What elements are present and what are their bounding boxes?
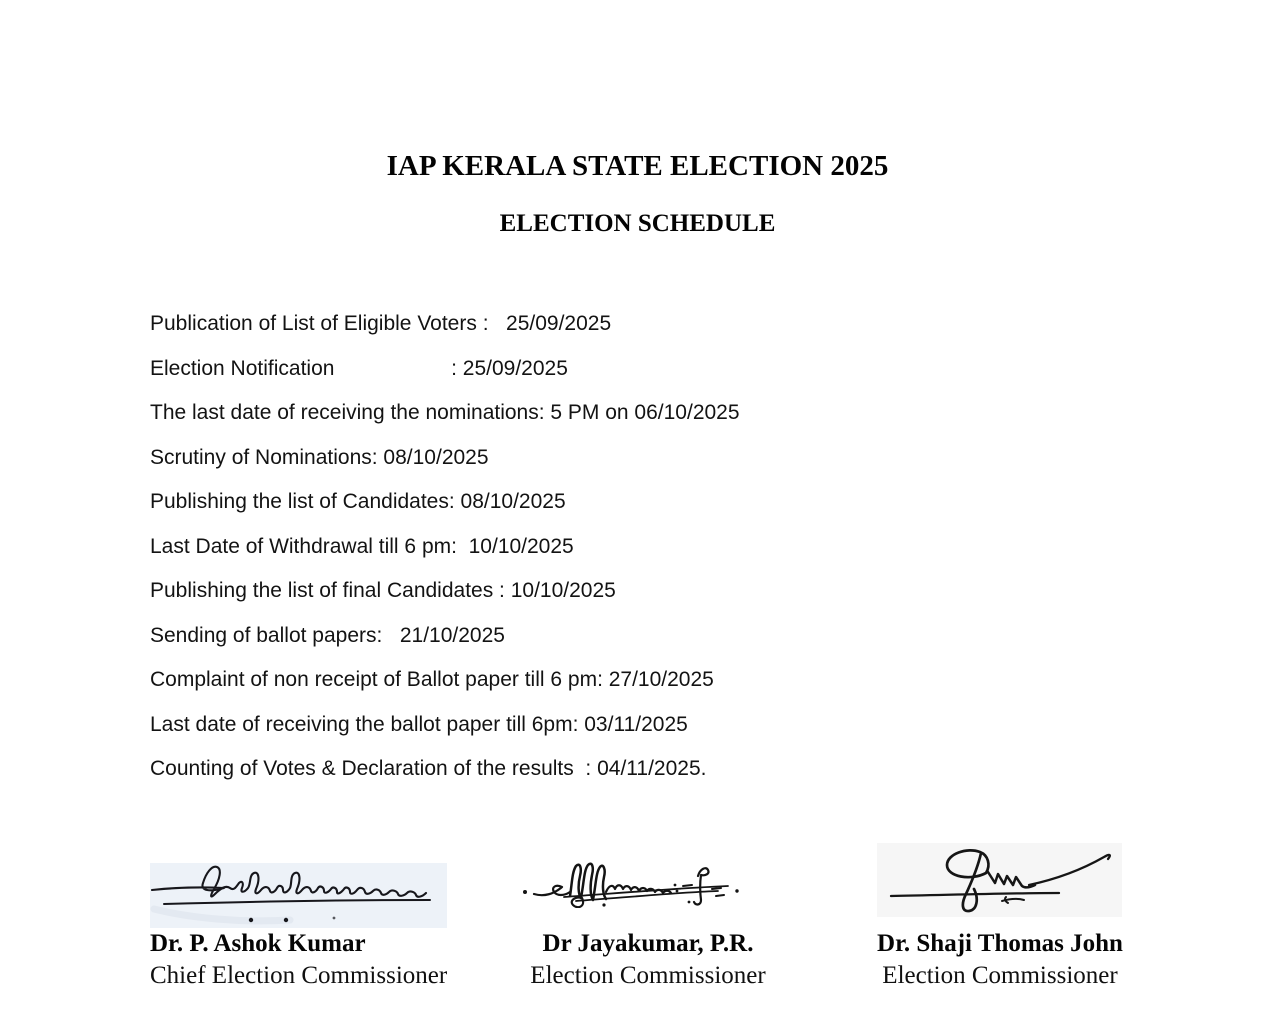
shaji-thomas-john-signature (877, 843, 1122, 917)
document-subtitle: ELECTION SCHEDULE (499, 210, 776, 237)
signatory-ashok-kumar (150, 928, 480, 992)
schedule-line-election-notification: Election Notification : 25/09/2025 (150, 356, 568, 380)
schedule-line-last-date-nominations: The last date of receiving the nominations: 5 PM on 06/10/2025 (150, 401, 740, 424)
signatory-name: Dr Jayakumar, P.R. (542, 930, 754, 957)
schedule-line-publish-candidates: Publishing the list of Candidates: 08/10/2025 (150, 490, 566, 513)
document-title: IAP KERALA STATE ELECTION 2025 (386, 150, 889, 182)
signatory-jayakumar (483, 928, 813, 992)
schedule-line-withdrawal: Last Date of Withdrawal till 6 pm: 10/10/2025 (150, 534, 574, 558)
schedule-line-sending-ballots: Sending of ballot papers: 21/10/2025 (150, 623, 505, 647)
schedule-line-complaint-ballot: Complaint of non receipt of Ballot paper till 6 pm: 27/10/2025 (150, 668, 714, 691)
schedule-line-counting-votes: Counting of Votes & Declaration of the results : 04/11/2025. (150, 757, 707, 780)
signatory-name: Dr. P. Ashok Kumar (150, 930, 366, 957)
schedule-line-publication-voters: Publication of List of Eligible Voters : 25/09/2025 (150, 312, 612, 335)
schedule-line-final-candidates: Publishing the list of final Candidates : 10/10/2025 (150, 579, 616, 602)
signatory-name: Dr. Shaji Thomas John (877, 930, 1123, 957)
signatory-role: Election Commissioner (882, 962, 1118, 989)
signatory-role: Chief Election Commissioner (150, 962, 448, 989)
schedule-line-scrutiny: Scrutiny of Nominations: 08/10/2025 (150, 445, 489, 469)
ashok-kumar-signature (150, 863, 447, 928)
schedule-list (150, 302, 740, 792)
schedule-line-receiving-ballot: Last date of receiving the ballot paper till 6pm: 03/11/2025 (150, 712, 688, 736)
jayakumar-signature (520, 856, 750, 908)
signatory-shaji-thomas-john (835, 928, 1165, 992)
signatory-role: Election Commissioner (530, 962, 766, 989)
